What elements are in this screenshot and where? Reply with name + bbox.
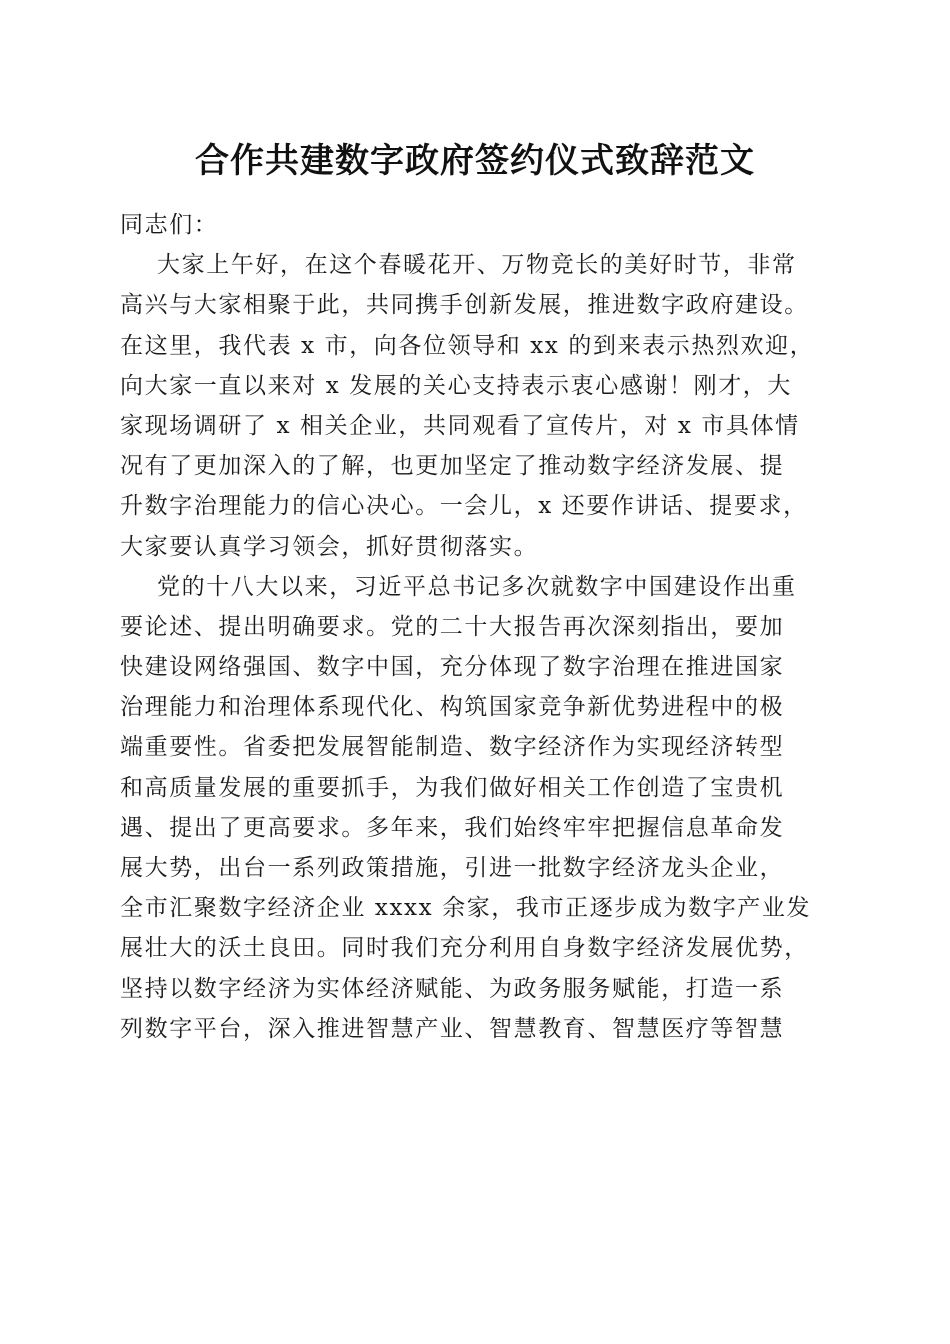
paragraph-line: 况有了更加深入的了解，也更加坚定了推动数字经济发展、提 [120,453,785,480]
paragraph-line: 治理能力和治理体系现代化、构筑国家竞争新优势进程中的极 [120,694,785,721]
paragraph-line: 家现场调研了 x 相关企业，共同观看了宣传片，对 x 市具体情 [120,412,800,439]
paragraph-line: 端重要性。省委把发展智能制造、数字经济作为实现经济转型 [120,734,785,761]
paragraph-line: 快建设网络强国、数字中国，充分体现了数字治理在推进国家 [120,654,785,681]
paragraph-line: 展壮大的沃土良田。同时我们充分利用自身数字经济发展优势， [120,935,809,962]
document-title: 合作共建数字政府签约仪式致辞范文 [195,141,755,181]
document-body [120,205,840,1049]
paragraph-line: 升数字治理能力的信心决心。一会儿，x 还要作讲话、提要求， [120,493,808,520]
paragraph-line: 在这里，我代表 x 市，向各位领导和 xx 的到来表示热烈欢迎， [120,332,815,359]
paragraph-line: 和高质量发展的重要抓手，为我们做好相关工作创造了宝贵机 [120,774,785,801]
paragraph-line: 高兴与大家相聚于此，共同携手创新发展，推进数字政府建设。 [120,292,809,319]
paragraph-line: 要论述、提出明确要求。党的二十大报告再次深刻指出，要加 [120,613,785,640]
paragraph-line: 全市汇聚数字经济企业 xxxx 余家，我市正逐步成为数字产业发 [120,895,812,922]
paragraph-2 [120,567,840,1049]
paragraph-line: 向大家一直以来对 x 发展的关心支持表示衷心感谢！刚才，大 [120,372,792,399]
paragraph-line: 大家上午好，在这个春暖花开、万物竞长的美好时节，非常 [157,252,797,279]
paragraph-line: 党的十八大以来，习近平总书记多次就数字中国建设作出重 [157,573,797,600]
paragraph-line: 展大势，出台一系列政策措施，引进一批数字经济龙头企业， [120,855,785,881]
paragraph-line: 坚持以数字经济为实体经济赋能、为政务服务赋能，打造一系 [120,975,785,1002]
salutation: 同志们： [120,212,219,238]
paragraph-line: 大家要认真学习领会，抓好贯彻落实。 [120,533,539,560]
paragraph-line: 遇、提出了更高要求。多年来，我们始终牢牢把握信息革命发 [120,814,785,841]
paragraph-line: 列数字平台，深入推进智慧产业、智慧教育、智慧医疗等智慧 [120,1015,785,1042]
paragraph-1 [120,245,840,567]
